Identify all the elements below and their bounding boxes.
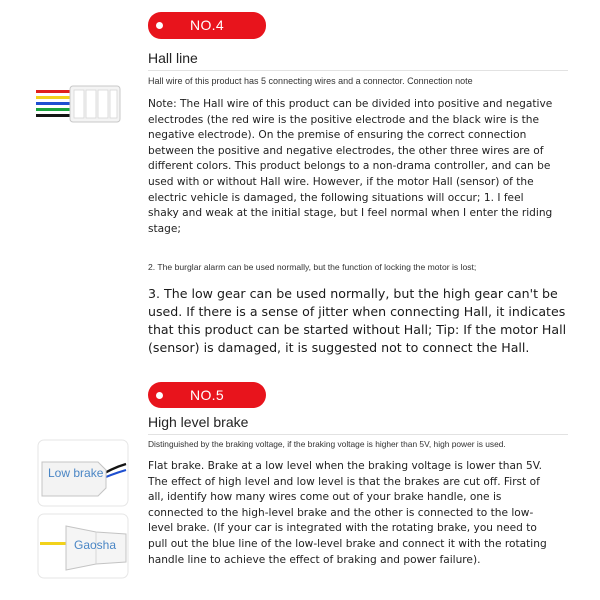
blue-wire (36, 102, 72, 105)
hall-connector-image (30, 80, 130, 128)
section-badge-no4 (148, 12, 266, 39)
red-wire (36, 90, 72, 93)
badge-label: NO.4 (190, 17, 224, 33)
hall-wire-lead: Hall wire of this product has 5 connecting wires and a connector. Connection note (148, 76, 473, 86)
section-divider (148, 434, 568, 435)
high-level-brake-title: High level brake (148, 414, 249, 430)
yellow-wire (36, 96, 72, 99)
hall-point-3: 3. The low gear can be used normally, but the high gear can't be used. If there is a sense of jitter when connecting Hall, it indicates that this product can be started without Hall; Tip: If the motor Hall (sensor) is damaged, it is suggested not to connect the Hall. (148, 286, 567, 355)
gaosha-label: Gaosha (74, 538, 117, 552)
badge-dot-icon (156, 22, 163, 29)
black-wire (36, 114, 72, 117)
brake-body-paragraph: Flat brake. Brake at a low level when the braking voltage is lower than 5V. The effect of high level and low level is that the brakes are cut off. First of all, identify how many wires come out of your brake handle, one is connected to the high-level brake and the other is connected to the low-level brake. (If your car is integrated with the rotating brake, you need to pull out the blue line of the low-level brake and connect it with the rotating handle line to achieve the effect of braking and power failure). (148, 460, 547, 566)
low-brake-image (34, 438, 134, 510)
hall-note-paragraph: Note: The Hall wire of this product can be divided into positive and negative electrodes (the red wire is the positive electrode and the black wire is the negative electrode). On the premise of ensuring the correct connection between the positive and negative electrodes, the other three wires are of different colors. This product belongs to a non-drama controller, and can be used with or without Hall wire. However, if the motor Hall (sensor) of the electric vehicle is damaged, the following situations will occur; 1. I feel shaky and weak at the initial stage, but I feel normal when I enter the riding stage; (148, 98, 553, 235)
badge-dot-icon (156, 392, 163, 399)
hall-wires (36, 90, 72, 117)
badge-label: NO.5 (190, 387, 224, 403)
section-divider (148, 70, 568, 71)
green-wire (36, 108, 72, 111)
hall-connector-housing (70, 86, 120, 122)
brake-voltage-lead: Distinguished by the braking voltage, if the braking voltage is higher than 5V, high power is used. (148, 439, 506, 449)
low-brake-label: Low brake (48, 466, 104, 480)
section-badge-no5 (148, 382, 266, 408)
hall-line-title: Hall line (148, 50, 198, 66)
hall-point-2: 2. The burglar alarm can be used normally, but the function of locking the motor is lost; (148, 262, 477, 272)
gaosha-image (34, 512, 134, 582)
